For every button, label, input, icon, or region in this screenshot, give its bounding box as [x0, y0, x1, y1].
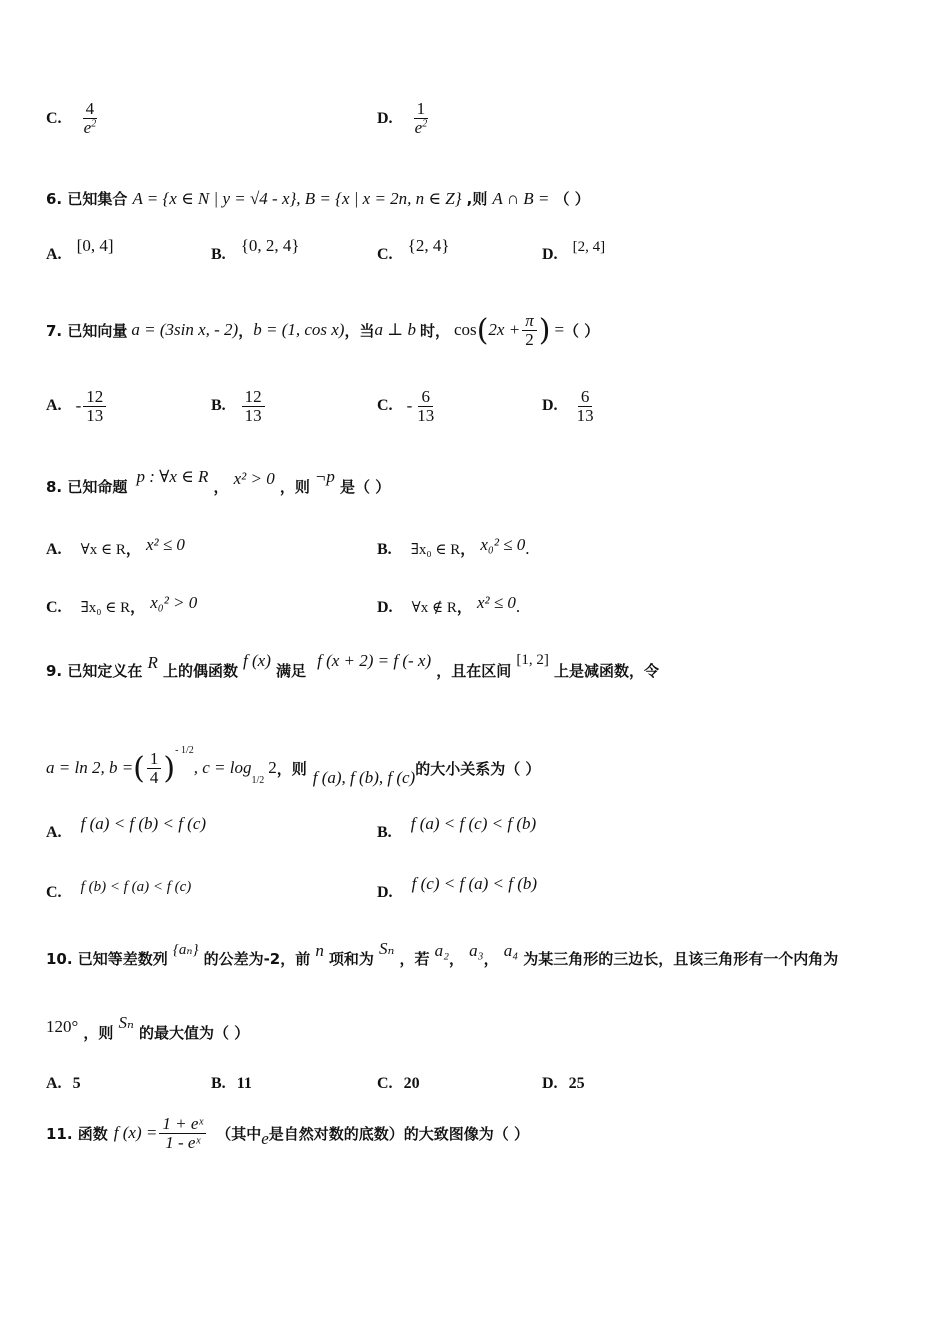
q10-option-a: A. 5: [46, 1075, 81, 1092]
q9-stem-line2: a = ln 2, b = ( $\frac{1}{4}$ ) - 1/2 , c = log 1/2 2 ，则 f (a), f (b), f (c) 的大小关系为（ ）: [46, 744, 541, 787]
function-fraction: $\frac{\text{1 + eˣ}}{\text{1 - eˣ}}$: [159, 1115, 206, 1152]
q9-option-c: C. f (b) < f (a) < f (c): [46, 879, 192, 901]
q6-option-c: C. {2, 4}: [377, 236, 450, 263]
q10-stem-line2: 120° ，则 Sₙ 的最大值为（ ）: [46, 1013, 250, 1042]
q7-option-a: A. - $\frac{12}{13}$: [46, 388, 108, 425]
q8-stem: 8. 已知命题 p : ∀x ∈ R ， x² > 0 ，则 ¬p 是（ ）: [46, 467, 391, 496]
q6-option-b: B. {0, 2, 4}: [211, 236, 300, 263]
q6-option-a: A. [0, 4]: [46, 236, 114, 263]
q8-option-b: B. ∃x₀ ∈ R， x₀² ≤ 0.: [377, 535, 530, 558]
fraction: $\frac{12}{13}$: [83, 388, 106, 425]
q5-option-d: [377, 100, 432, 137]
fraction: $\frac{6}{13}$: [417, 387, 435, 425]
q5-option-c: [46, 100, 101, 137]
q10-option-c: C. 20: [377, 1075, 420, 1092]
q7-option-c: C. - $\frac{6}{13}$: [377, 388, 439, 425]
pi-over-2: $\frac{\pi}{2}$: [522, 312, 537, 349]
q7-option-b: B. $\frac{12}{13}$: [211, 388, 267, 425]
fraction: $\frac{4}{e^2}$: [83, 99, 97, 137]
q9-stem-line1: 9. 已知定义在 R 上的偶函数 f (x) 满足 f (x + 2) = f (- x) ，且在区间 [1, 2] 上是减函数，令: [46, 651, 659, 680]
fraction: $\frac{12}{13}$: [242, 388, 265, 425]
fraction: $\frac{6}{13}$: [576, 387, 594, 425]
one-quarter: $\frac{1}{4}$: [147, 750, 162, 787]
q11-stem: 11. 函数 f (x) = $\frac{\text{1 + eˣ}}{\text{1 - eˣ}}$ （其中 e 是自然对数的底数）的大致图像为（ ）: [46, 1113, 529, 1152]
option-label: D.: [377, 109, 393, 127]
option-label: C.: [46, 109, 62, 127]
q9-option-b: B. f (a) < f (c) < f (b): [377, 814, 537, 841]
q10-option-d: D. 25: [542, 1075, 585, 1092]
fraction: $\frac{1}{e^2}$: [414, 99, 428, 137]
q8-option-a: A. ∀x ∈ R， x² ≤ 0: [46, 535, 185, 558]
q6-option-d: D. [2, 4]: [542, 239, 606, 263]
q10-option-b: B. 11: [211, 1075, 252, 1092]
q8-option-d: D. ∀x ∉ R， x² ≤ 0.: [377, 593, 521, 616]
q6-stem: 6. 已知集合 A = {x ∈ N | y = √4 - x}, B = {x | x = 2n, n ∈ Z} ,则 A ∩ B = （ ）: [46, 189, 590, 208]
q9-option-d: D. f (c) < f (a) < f (b): [377, 874, 538, 901]
q7-stem: 7. 已知向量 a = (3sin x, - 2) ， b = (1, cos x) ，当 a ⊥ b 时， cos ( 2x + $\frac{\pi}{2}$ ) = （ ）: [46, 310, 600, 349]
q7-option-d: D. $\frac{6}{13}$: [542, 388, 599, 425]
q8-option-c: C. ∃x₀ ∈ R， x₀² > 0: [46, 593, 198, 616]
q10-stem-line1: 10. 已知等差数列 {aₙ} 的公差为-2，前 n 项和为 Sₙ ，若 a₂， a₃， a₄ 为某三角形的三边长，且该三角形有一个内角为: [46, 939, 839, 968]
q9-option-a: A. f (a) < f (b) < f (c): [46, 814, 207, 841]
